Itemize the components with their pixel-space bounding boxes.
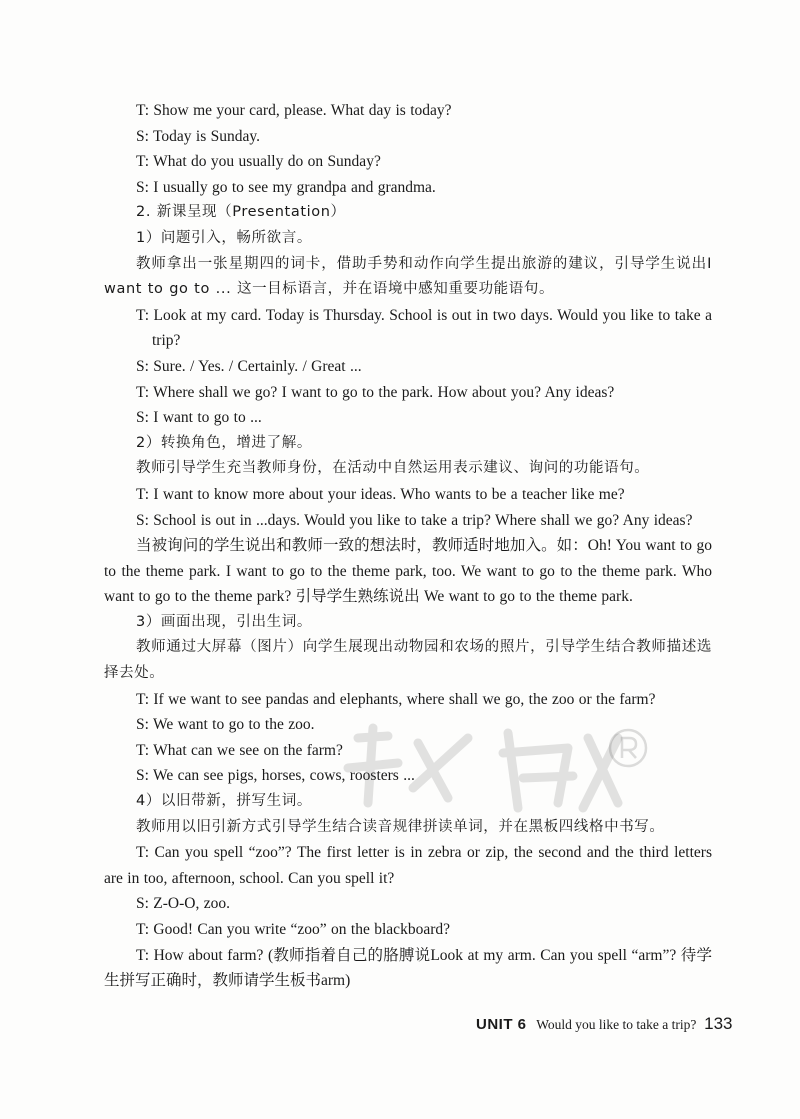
dialogue-line: T: Show me your card, please. What day is today? bbox=[136, 102, 452, 119]
instruction-paragraph: 当被询问的学生说出和教师一致的想法时，教师适时地加入。如：Oh! You want to go to the theme park. I want to go to the theme park, too. We want to go to the theme park. Who want to go to the theme park? 引导学生熟练说出 We want to go to the theme park. bbox=[104, 537, 712, 606]
subsection-heading: 3）画面出现，引出生词。 bbox=[136, 613, 312, 630]
subsection-heading: 1）问题引入，畅所欲言。 bbox=[136, 229, 312, 246]
instruction-paragraph: 教师拿出一张星期四的词卡，借助手势和动作向学生提出旅游的建议，引导学生说出I want to go to ... 这一目标语言，并在语境中感知重要功能语句。 bbox=[104, 255, 712, 298]
dialogue-line: S: I want to go to ... bbox=[136, 409, 262, 427]
dialogue-line: S: Sure. / Yes. / Certainly. / Great ... bbox=[136, 357, 362, 375]
main-text bbox=[104, 98, 712, 994]
footer-unit-label: UNIT 6 bbox=[476, 1016, 527, 1033]
dialogue-line: S: I usually go to see my grandpa and grandma. bbox=[136, 178, 436, 196]
footer-unit-title: Would you like to take a trip? bbox=[536, 1017, 697, 1032]
registered-mark-icon bbox=[606, 726, 650, 770]
dialogue-line: S: We want to go to the zoo. bbox=[136, 716, 315, 734]
dialogue-line: S: School is out in ...days. Would you like to take a trip? Where shall we go? Any ideas? bbox=[136, 511, 693, 529]
page-footer bbox=[476, 1014, 733, 1034]
dialogue-line: T: What do you usually do on Sunday? bbox=[136, 153, 381, 171]
instruction-paragraph: 教师引导学生充当教师身份，在活动中自然运用表示建议、询问的功能语句。 bbox=[136, 460, 650, 477]
page-number: 133 bbox=[704, 1014, 733, 1033]
subsection-heading: 4）以旧带新，拼写生词。 bbox=[136, 793, 312, 810]
dialogue-line: T: Good! Can you write “zoo” on the blackboard? bbox=[136, 921, 450, 938]
dialogue-line: T: What can we see on the farm? bbox=[136, 741, 343, 759]
dialogue-line: S: We can see pigs, horses, cows, roosters ... bbox=[136, 767, 415, 785]
instruction-paragraph: 教师用以旧引新方式引导学生结合读音规律拼读单词，并在黑板四线格中书写。 bbox=[136, 818, 665, 835]
section-heading: 2. 新课呈现（Presentation） bbox=[136, 204, 346, 221]
dialogue-line: T: Look at my card. Today is Thursday. School is out in two days. Would you like to take a trip? bbox=[136, 306, 712, 350]
dialogue-line: T: I want to know more about your ideas. Who wants to be a teacher like me? bbox=[136, 485, 625, 503]
dialogue-line: T: Where shall we go? I want to go to the park. How about you? Any ideas? bbox=[136, 383, 615, 401]
dialogue-line: T: Can you spell “zoo”? The first letter is in zebra or zip, the second and the third letters are in too, afternoon, school. Can you spell it? bbox=[104, 844, 712, 887]
instruction-paragraph: 教师通过大屏幕（图片）向学生展现出动物园和农场的照片，引导学生结合教师描述选择去处。 bbox=[104, 639, 712, 682]
dialogue-line: S: Z-O-O, zoo. bbox=[136, 895, 230, 913]
dialogue-line: S: Today is Sunday. bbox=[136, 127, 260, 145]
dialogue-line: T: If we want to see pandas and elephants, where shall we go, the zoo or the farm? bbox=[136, 690, 656, 708]
subsection-heading: 2）转换角色，增进了解。 bbox=[136, 434, 312, 451]
dialogue-line: T: How about farm? (教师指着自己的胳膊说Look at my arm. Can you spell “arm”? 待学生拼写正确时，教师请学生板书arm) bbox=[104, 946, 712, 990]
